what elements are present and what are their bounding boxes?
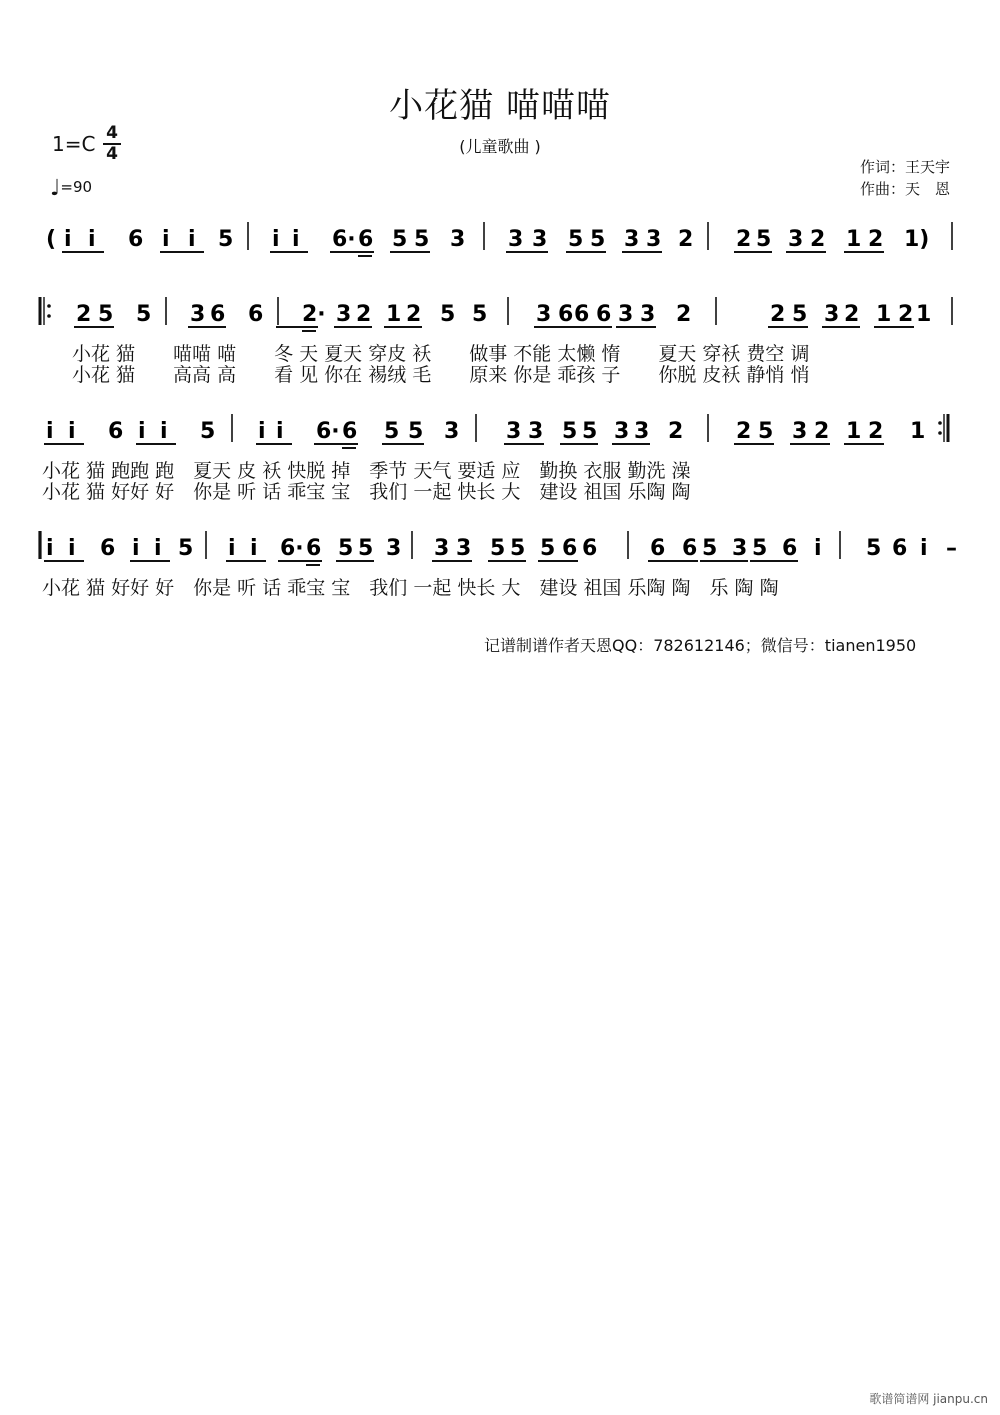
- note: 6: [596, 302, 612, 327]
- note: 3: [528, 419, 544, 444]
- note: 3: [434, 536, 450, 561]
- note: 3: [456, 536, 472, 561]
- note: 6: [650, 536, 666, 561]
- note: 5: [392, 227, 408, 252]
- note: 5: [540, 536, 556, 561]
- staff-row-2-notation: [40, 295, 960, 329]
- note: 1: [876, 302, 892, 327]
- note: 2: [810, 227, 826, 252]
- note: 5: [338, 536, 354, 561]
- note: 2: [668, 419, 684, 444]
- note: 1: [846, 227, 862, 252]
- note: 6·: [280, 536, 304, 561]
- note: 2: [678, 227, 694, 252]
- note: 2: [868, 227, 884, 252]
- note: 3: [386, 536, 402, 561]
- note: 5: [758, 419, 774, 444]
- note: i: [132, 536, 140, 561]
- time-signature-bottom: 4: [106, 144, 118, 164]
- song-subtitle: (儿童歌曲 ): [459, 137, 541, 156]
- note: 6: [574, 302, 590, 327]
- staff-row-3-notation: [40, 412, 960, 446]
- note: 5: [792, 302, 808, 327]
- note: 1: [386, 302, 402, 327]
- note: 2: [356, 302, 372, 327]
- lyric-line: 小花 猫 好好 好 你是 听 话 乖宝 宝 我们 一起 快长 大 建设 祖国 乐陶 陶 乐 陶 陶: [42, 577, 779, 599]
- note: i: [272, 227, 280, 252]
- note: 6: [128, 227, 144, 252]
- note: 5: [384, 419, 400, 444]
- note: 5: [568, 227, 584, 252]
- note: 6: [210, 302, 226, 327]
- note: 3: [824, 302, 840, 327]
- note: 6: [306, 536, 322, 561]
- time-signature-top: 4: [106, 123, 118, 143]
- note: i: [162, 227, 170, 252]
- note: 3: [444, 419, 460, 444]
- note: 2: [736, 419, 752, 444]
- note: 3: [624, 227, 640, 252]
- staff-row-1-notation: [40, 220, 960, 254]
- note: 1: [846, 419, 862, 444]
- lyric-line: 小花 猫 高高 高 看 见 你在 裼绒 毛 原来 你是 乖孩 子 你脱 皮袄 静悄 悄: [72, 364, 810, 386]
- note: i: [292, 227, 300, 252]
- staff-row-3: [40, 412, 960, 446]
- note: 5: [562, 419, 578, 444]
- note: 6: [100, 536, 116, 561]
- staff-row-4-notation: [40, 529, 960, 563]
- note: 2: [868, 419, 884, 444]
- note: 5: [590, 227, 606, 252]
- note: 3: [336, 302, 352, 327]
- repeat-barline: [938, 414, 948, 442]
- key-signature: 1=C: [52, 132, 96, 156]
- time-signature: [103, 124, 121, 164]
- note: 6·: [332, 227, 356, 252]
- note: i: [814, 536, 822, 561]
- site-watermark: 歌谱简谱网 jianpu.cn: [869, 1392, 988, 1406]
- note: 2: [76, 302, 92, 327]
- note: 2·: [302, 302, 326, 327]
- note: 3: [646, 227, 662, 252]
- note: 3: [634, 419, 650, 444]
- note: i: [64, 227, 72, 252]
- note: 6: [358, 227, 374, 252]
- note: 5: [752, 536, 768, 561]
- lyrics-row-4-verse-1: [0, 573, 1000, 597]
- note: i: [46, 536, 54, 561]
- note: 3: [508, 227, 524, 252]
- quarter-note-icon: ♩: [50, 176, 61, 201]
- note: i: [920, 536, 928, 561]
- note: 3: [614, 419, 630, 444]
- note: 5: [414, 227, 430, 252]
- note: i: [276, 419, 284, 444]
- note: 3: [618, 302, 634, 327]
- note: –: [946, 536, 957, 561]
- note: 6: [892, 536, 908, 561]
- note: 5: [178, 536, 194, 561]
- song-title: 小花猫 喵喵喵: [389, 86, 611, 126]
- note: 5: [472, 302, 488, 327]
- note: 5: [358, 536, 374, 561]
- note: i: [258, 419, 266, 444]
- note: i: [188, 227, 196, 252]
- note: 5: [702, 536, 718, 561]
- note: 6: [582, 536, 598, 561]
- staff-row-2: [40, 295, 960, 329]
- note: i: [68, 419, 76, 444]
- note: 5: [218, 227, 234, 252]
- note: 2: [770, 302, 786, 327]
- lyricist-credit: 作词：王天宇: [859, 158, 950, 176]
- note: 3: [788, 227, 804, 252]
- note: 5: [510, 536, 526, 561]
- note: 5: [756, 227, 772, 252]
- credits: [860, 156, 950, 200]
- note: 2: [898, 302, 914, 327]
- note: 2: [406, 302, 422, 327]
- note: 3: [506, 419, 522, 444]
- note: 3: [640, 302, 656, 327]
- staff-row-4: [40, 529, 960, 563]
- tempo-value: =90: [60, 178, 93, 196]
- composer-credit: 作曲：天 恩: [859, 180, 950, 198]
- note: 6: [682, 536, 698, 561]
- note: 5: [98, 302, 114, 327]
- note: 1): [904, 227, 930, 252]
- note: 6·: [316, 419, 340, 444]
- open-paren: (: [46, 227, 57, 252]
- note: 6: [562, 536, 578, 561]
- note: i: [88, 227, 96, 252]
- note: i: [154, 536, 162, 561]
- lyrics-row-2-verse-2: [0, 360, 1000, 384]
- note: i: [228, 536, 236, 561]
- note: 5: [866, 536, 882, 561]
- note: 2: [736, 227, 752, 252]
- note: 1: [916, 302, 932, 327]
- note: 6: [342, 419, 358, 444]
- transcriber-footer: 记谱制谱作者天恩QQ：782612146；微信号：tianen1950: [484, 636, 917, 655]
- note: i: [250, 536, 258, 561]
- note: i: [46, 419, 54, 444]
- note: 6: [782, 536, 798, 561]
- note: 3: [450, 227, 466, 252]
- note: 6: [248, 302, 264, 327]
- repeat-barline: [40, 297, 51, 325]
- note: 2: [814, 419, 830, 444]
- note: 3: [190, 302, 206, 327]
- note: 3: [732, 536, 748, 561]
- note: 3: [792, 419, 808, 444]
- note: 5: [136, 302, 152, 327]
- note: 5: [582, 419, 598, 444]
- note: 2: [676, 302, 692, 327]
- note: 5: [440, 302, 456, 327]
- note: 2: [844, 302, 860, 327]
- note: 5: [200, 419, 216, 444]
- note: 3: [536, 302, 552, 327]
- note: i: [138, 419, 146, 444]
- note: 6: [108, 419, 124, 444]
- lyrics-row-3-verse-2: [0, 477, 1000, 501]
- note: 5: [408, 419, 424, 444]
- note: 6: [558, 302, 574, 327]
- staff-row-1: [40, 220, 960, 254]
- note: i: [68, 536, 76, 561]
- note: 3: [532, 227, 548, 252]
- note: 5: [490, 536, 506, 561]
- tempo-marking: [50, 176, 92, 201]
- note: 1: [910, 419, 926, 444]
- lyric-line: 小花 猫 喵喵 喵 冬 天 夏天 穿皮 袄 做事 不能 太懒 惰 夏天 穿袄 费空 调: [72, 343, 810, 365]
- note: i: [160, 419, 168, 444]
- lyric-line: 小花 猫 好好 好 你是 听 话 乖宝 宝 我们 一起 快长 大 建设 祖国 乐陶 陶: [42, 481, 691, 503]
- lyric-line: 小花 猫 跑跑 跑 夏天 皮 袄 快脱 掉 季节 天气 要适 应 勤换 衣服 勤洗 澡: [42, 460, 691, 482]
